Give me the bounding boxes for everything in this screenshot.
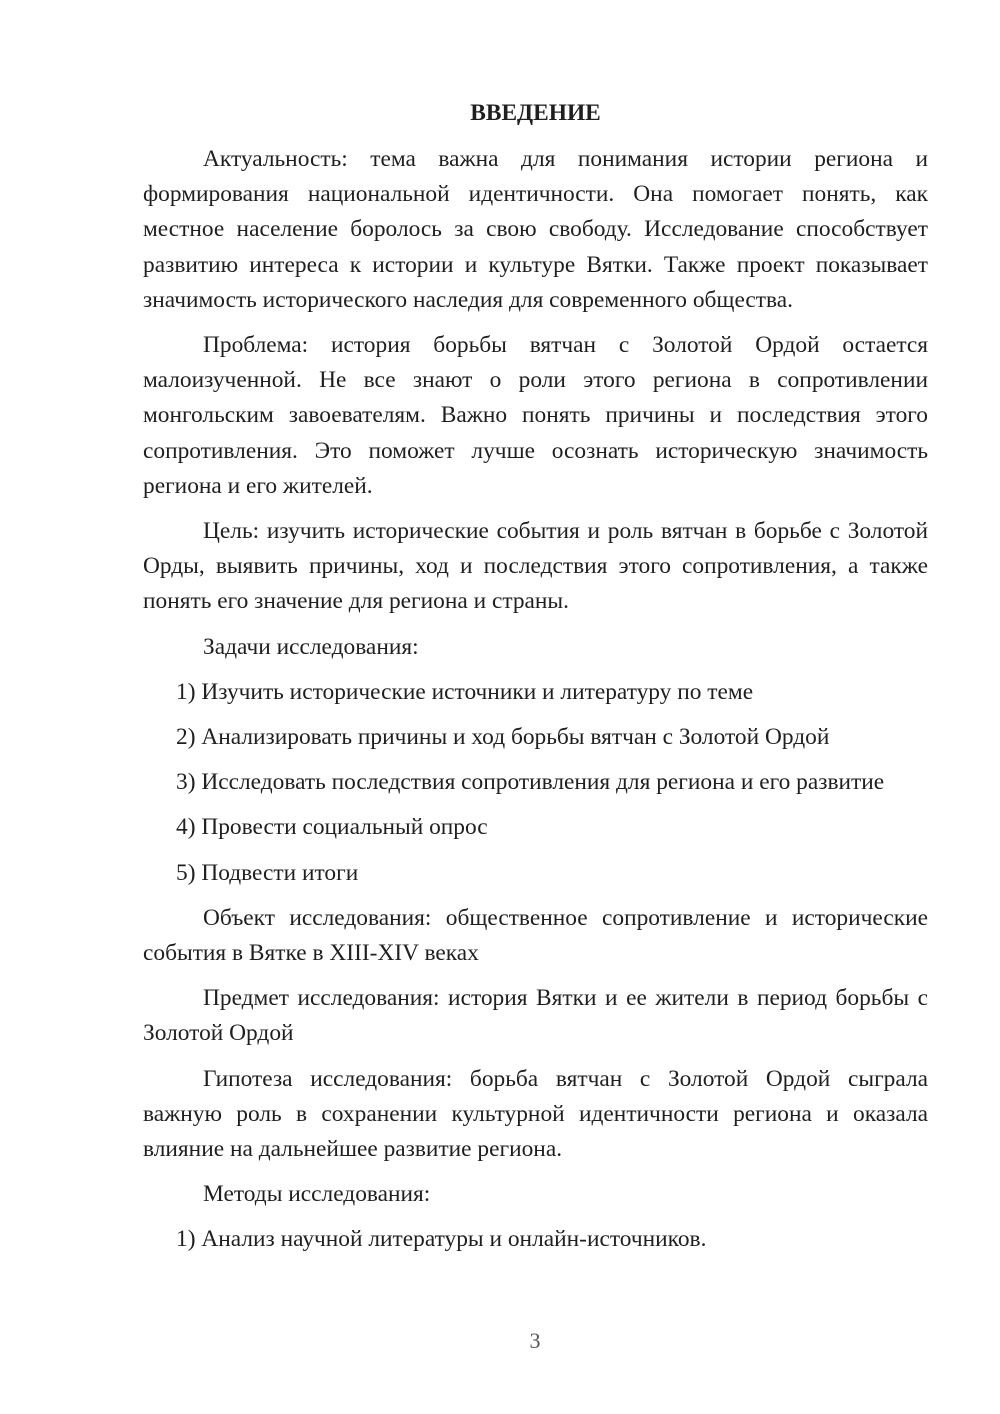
hypothesis-paragraph: Гипотеза исследования: борьба вятчан с Золотой Ордой сыграла важную роль в сохранении культурной идентичности региона и оказала влияние на дальнейшее развитие региона.	[143, 1065, 928, 1163]
relevance-paragraph: Актуальность: тема важна для понимания истории региона и формирования национальной идентичности. Она помогает понять, как местное население боролось за свою свободу. Исследование способствует развитию интереса к истории и культуре Вятки. Также проект показывает значимость исторического наследия для современного общества.	[143, 146, 928, 313]
object-paragraph: Объект исследования: общественное сопротивление и исторические события в Вятке в XIII-XIV веках	[143, 904, 928, 967]
page-content	[143, 96, 928, 1268]
problem-paragraph: Проблема: история борьбы вятчан с Золотой Ордой остается малоизученной. Не все знают о роли этого региона в сопротивлении монгольским завоевателям. Важно понять причины и последствия этого сопротивления. Это поможет лучше осознать историческую значимость региона и его жителей.	[143, 332, 928, 499]
tasks-label: Задачи исследования:	[203, 633, 419, 660]
tasks-list	[143, 675, 928, 891]
list-item: 5) Подвести итоги	[176, 859, 359, 886]
list-item: 1) Изучить исторические источники и литературу по теме	[176, 678, 754, 705]
subject-paragraph: Предмет исследования: история Вятки и ее жители в период борьбы с Золотой Ордой	[143, 985, 928, 1047]
list-item: 3) Исследовать последствия сопротивления для региона и его развитие	[176, 769, 885, 796]
page-title: ВВЕДЕНИЕ	[470, 100, 601, 126]
methods-list	[143, 1222, 928, 1257]
methods-label: Методы исследования:	[203, 1181, 431, 1208]
list-item: 4) Провести социальный опрос	[176, 814, 488, 841]
list-item: 1) Анализ научной литературы и онлайн-источников.	[176, 1226, 707, 1253]
list-item: 2) Анализировать причины и ход борьбы вятчан с Золотой Ордой	[176, 724, 830, 751]
page-number: 3	[529, 1328, 541, 1353]
goal-paragraph: Цель: изучить исторические события и роль вятчан в борьбе с Золотой Орды, выявить причины, ход и последствия этого сопротивления, а также понять его значение для региона и страны.	[143, 518, 928, 615]
